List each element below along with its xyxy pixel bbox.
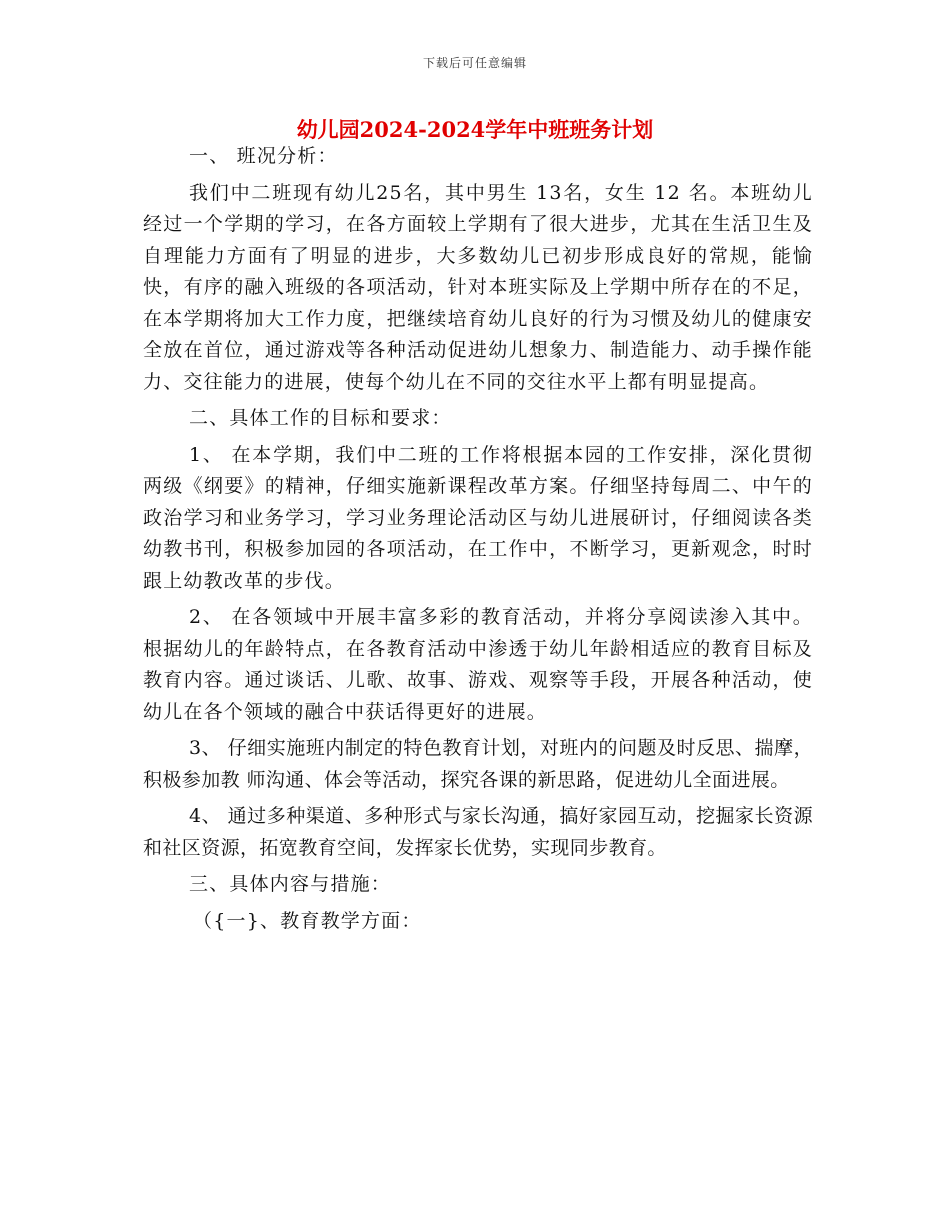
section-heading-2: 二、具体工作的目标和要求： (189, 407, 452, 429)
list-item-2: 2、 在各领域中开展丰富多彩的教育活动，并将分享阅读渗入其中。根据幼儿的年龄特点，在各教育活动中渗透于幼儿年龄相适应的教育目标及教育内容。通过谈话、儿歌、故事、游戏、观察等手段，开展各种活动，使幼儿在各个领域的融合中获话得更好的进展。 (143, 606, 813, 723)
subsection-heading-1: （{一}、教育教学方面： (193, 909, 422, 932)
list-item-4: 4、 通过多种渠道、多种形式与家长沟通，搞好家园互动，挖掘家长资源和社区资源，拓宽教育空间，发挥家长优势，实现同步教育。 (143, 805, 813, 859)
page-header-note: 下载后可任意编辑 (422, 56, 527, 70)
section-heading-1: 一、 班况分析： (189, 145, 338, 167)
section-heading-3: 三、具体内容与措施： (189, 873, 392, 895)
list-item-3: 3、 仔细实施班内制定的特色教育计划，对班内的问题及时反思、揣摩，积极参加教 师沟通、体会等活动，探究各课的新思路，促进幼儿全面进展。 (143, 737, 813, 791)
document-body (143, 141, 813, 937)
paragraph-class-analysis: 我们中二班现有幼儿25名，其中男生 13名，女生 12 名。本班幼儿经过一个学期的学习，在各方面较上学期有了很大进步，尤其在生活卫生及自理能力方面有了明显的进步，大多数幼儿已初步形成良好的常规，能愉快，有序的融入班级的各项活动，针对本班实际及上学期中所存在的不足，在本学期将加大工作力度，把继续培育幼儿良好的行为习惯及幼儿的健康安全放在首位，通过游戏等各种活动促进幼儿想象力、制造能力、动手操作能力、交往能力的进展，使每个幼儿在不同的交往水平上都有明显提高。 (143, 181, 813, 393)
list-item-1: 1、 在本学期，我们中二班的工作将根据本园的工作安排，深化贯彻两级《纲要》的精神，仔细实施新课程改革方案。仔细坚持每周二、中午的政治学习和业务学习，学习业务理论活动区与幼儿进展研讨，仔细阅读各类幼教书刊，积极参加园的各项活动，在工作中，不断学习，更新观念，时时跟上幼教改革的步伐。 (143, 443, 813, 592)
document-title: 幼儿园2024-2024学年中班班务计划 (296, 117, 654, 142)
